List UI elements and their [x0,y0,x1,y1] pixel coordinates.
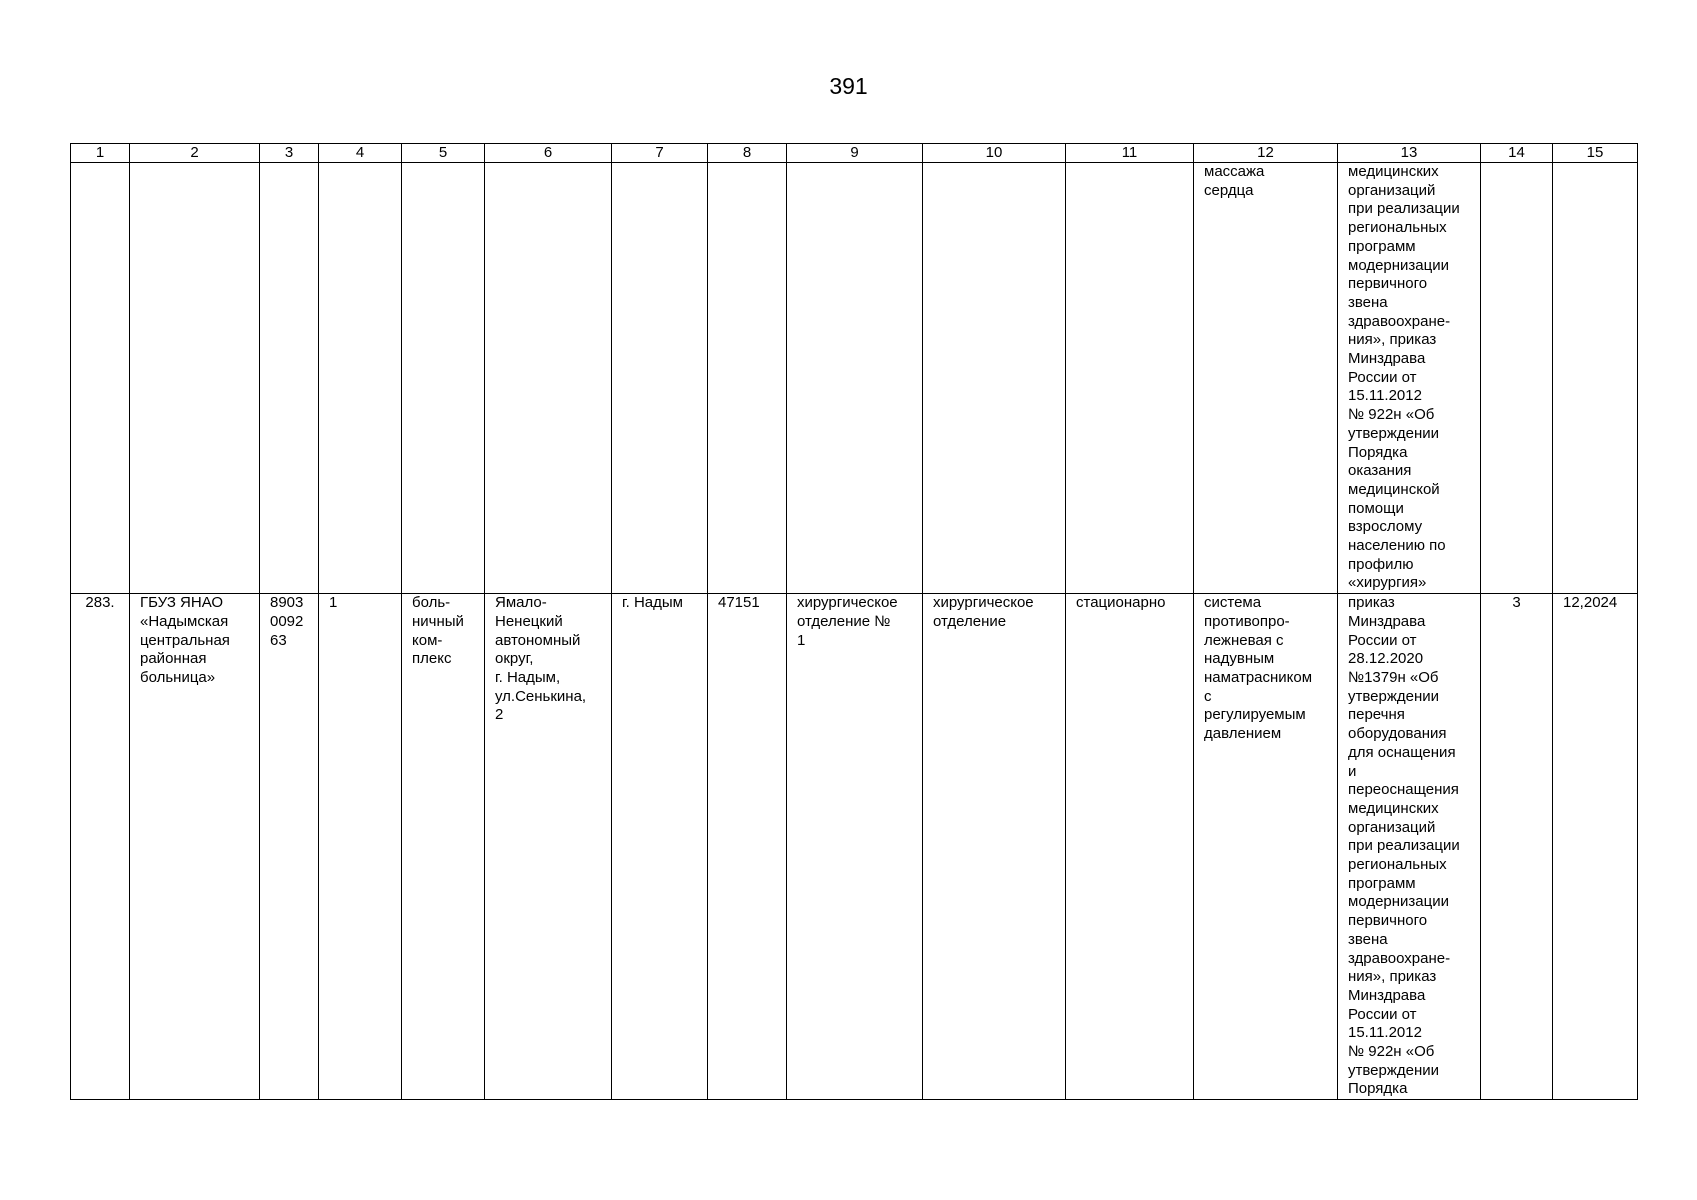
care-condition-cell: стационарно [1066,594,1194,1100]
table-cell [319,163,402,594]
column-header: 13 [1338,144,1481,163]
column-header: 8 [708,144,787,163]
table-row-continuation [71,163,1638,594]
column-header: 11 [1066,144,1194,163]
document-table [70,143,1638,1100]
page-number: 391 [829,73,868,99]
object-type-cell: боль- ничный ком- плекс [402,594,485,1100]
equipment-cell: массажа сердца [1194,163,1338,594]
table-row-283 [71,594,1638,1100]
address-cell: Ямало- Ненецкий автономный округ, г. Надым, ул.Сенькина, 2 [485,594,612,1100]
column-header: 4 [319,144,402,163]
department-cell: хирургическое отделение № 1 [787,594,923,1100]
column-header: 5 [402,144,485,163]
table-cell [1553,163,1638,594]
table-cell [787,163,923,594]
table-cell [923,163,1066,594]
column-header-row [71,144,1638,163]
count-cell: 1 [319,594,402,1100]
column-header: 7 [612,144,708,163]
table-cell [71,163,130,594]
table-cell [485,163,612,594]
city-cell: г. Надым [612,594,708,1100]
table-cell [612,163,708,594]
table-cell [1066,163,1194,594]
date-cell: 12,2024 [1553,594,1638,1100]
equipment-cell: система противопро- лежневая с надувным наматрасником с регулируемым давлением [1194,594,1338,1100]
table-cell [402,163,485,594]
column-header: 14 [1481,144,1553,163]
basis-document-cell: медицинских организаций при реализации региональных программ модернизации первичного звена здравоохране- ния», приказ Минздрава России от 15.11.2012 № 922н «Об утверждении Порядка оказания медицинской помощи взрослому населению по профилю «хирургия» [1338,163,1481,594]
table-cell [1481,163,1553,594]
column-header: 10 [923,144,1066,163]
column-header: 9 [787,144,923,163]
organization-cell: ГБУЗ ЯНАО «Надымская центральная районная больница» [130,594,260,1100]
basis-document-cell: приказ Минздрава России от 28.12.2020 №1379н «Об утверждении перечня оборудования для оснащения и переоснащения медицинских организаций при реализации региональных программ модернизации первичного звена здравоохране- ния», приказ Минздрава России от 15.11.2012 № 922н «Об утверждении Порядка [1338,594,1481,1100]
inn-cell: 8903 0092 63 [260,594,319,1100]
table-cell [130,163,260,594]
column-header: 15 [1553,144,1638,163]
column-header: 6 [485,144,612,163]
column-header: 1 [71,144,130,163]
table-cell [260,163,319,594]
row-number-cell: 283. [71,594,130,1100]
code-cell: 47151 [708,594,787,1100]
column-header: 2 [130,144,260,163]
department-profile-cell: хирургическое отделение [923,594,1066,1100]
column-header: 3 [260,144,319,163]
column-header: 12 [1194,144,1338,163]
table-cell [708,163,787,594]
quantity-cell: 3 [1481,594,1553,1100]
